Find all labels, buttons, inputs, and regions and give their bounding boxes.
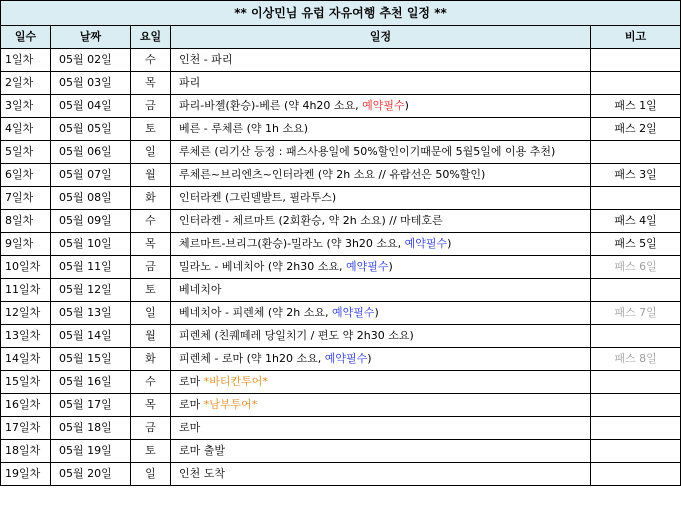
- cell-dow[interactable]: 일: [131, 302, 171, 325]
- cell-date[interactable]: 05월 13일: [51, 302, 131, 325]
- plan-text: 인천 - 파리: [179, 53, 233, 66]
- cell-day[interactable]: 2일차: [1, 72, 51, 95]
- header-plan[interactable]: 일정: [171, 26, 591, 49]
- table-row: [1, 463, 681, 486]
- plan-text: 인터라켄 - 체르마트 (2회환승, 약 2h 소요) // 마테호른: [179, 214, 443, 227]
- page-title: ** 이상민님 유럽 자유여행 추천 일정 **: [1, 1, 681, 26]
- cell-day[interactable]: 19일차: [1, 463, 51, 486]
- cell-dow[interactable]: 수: [131, 371, 171, 394]
- table-row: [1, 256, 681, 279]
- cell-plan[interactable]: [171, 348, 591, 371]
- plan-text: ): [388, 260, 393, 273]
- cell-plan[interactable]: [171, 164, 591, 187]
- cell-date[interactable]: 05월 04일: [51, 95, 131, 118]
- cell-note[interactable]: 패스 4일: [591, 210, 681, 233]
- cell-date[interactable]: 05월 09일: [51, 210, 131, 233]
- plan-text: 베른 - 루체른 (약 1h 소요): [179, 122, 309, 135]
- plan-text: ): [374, 306, 379, 319]
- plan-highlight: 예약필수: [404, 237, 448, 250]
- plan-text: 밀라노 - 베네치아 (약 2h30 소요,: [179, 260, 346, 273]
- cell-plan[interactable]: [171, 72, 591, 95]
- plan-text: ): [447, 237, 452, 250]
- table-row: [1, 348, 681, 371]
- plan-text: 베네치아 - 피렌체 (약 2h 소요,: [179, 306, 332, 319]
- plan-text: 인터라켄 (그린델발트, 필라투스): [179, 191, 337, 204]
- cell-note[interactable]: [591, 394, 681, 417]
- cell-note[interactable]: [591, 49, 681, 72]
- cell-date[interactable]: 05월 05일: [51, 118, 131, 141]
- cell-dow[interactable]: 목: [131, 394, 171, 417]
- table-row: [1, 187, 681, 210]
- cell-dow[interactable]: 토: [131, 279, 171, 302]
- table-row: [1, 233, 681, 256]
- table-row: [1, 440, 681, 463]
- cell-date[interactable]: 05월 18일: [51, 417, 131, 440]
- header-date[interactable]: 날짜: [51, 26, 131, 49]
- cell-dow[interactable]: 토: [131, 440, 171, 463]
- cell-date[interactable]: 05월 15일: [51, 348, 131, 371]
- cell-dow[interactable]: 화: [131, 348, 171, 371]
- table-row: [1, 164, 681, 187]
- plan-text: 인천 도착: [179, 467, 226, 480]
- cell-date[interactable]: 05월 08일: [51, 187, 131, 210]
- plan-text: ): [367, 352, 372, 365]
- table-row: [1, 95, 681, 118]
- plan-text: 로마: [179, 398, 204, 411]
- header-day[interactable]: 일수: [1, 26, 51, 49]
- cell-day[interactable]: 11일차: [1, 279, 51, 302]
- cell-note[interactable]: 패스 2일: [591, 118, 681, 141]
- cell-day[interactable]: 7일차: [1, 187, 51, 210]
- title-row: [1, 1, 681, 26]
- cell-day[interactable]: 9일차: [1, 233, 51, 256]
- cell-plan[interactable]: [171, 302, 591, 325]
- cell-note[interactable]: 패스 5일: [591, 233, 681, 256]
- cell-day[interactable]: 17일차: [1, 417, 51, 440]
- plan-highlight: 예약필수: [324, 352, 368, 365]
- cell-plan[interactable]: [171, 463, 591, 486]
- cell-plan[interactable]: [171, 394, 591, 417]
- cell-dow[interactable]: 화: [131, 187, 171, 210]
- cell-date[interactable]: 05월 20일: [51, 463, 131, 486]
- cell-note[interactable]: 패스 7일: [591, 302, 681, 325]
- cell-note[interactable]: 패스 1일: [591, 95, 681, 118]
- cell-day[interactable]: 13일차: [1, 325, 51, 348]
- cell-day[interactable]: 6일차: [1, 164, 51, 187]
- table-row: [1, 417, 681, 440]
- plan-text: 로마: [179, 421, 201, 434]
- cell-note[interactable]: 패스 6일: [591, 256, 681, 279]
- plan-text: 로마 출발: [179, 444, 226, 457]
- cell-note[interactable]: 패스 3일: [591, 164, 681, 187]
- cell-plan[interactable]: [171, 440, 591, 463]
- cell-plan[interactable]: [171, 325, 591, 348]
- cell-dow[interactable]: 일: [131, 463, 171, 486]
- header-row: [1, 26, 681, 49]
- table-row: [1, 49, 681, 72]
- cell-dow[interactable]: 수: [131, 210, 171, 233]
- plan-text: 체르마트-브리그(환승)-밀라노 (약 3h20 소요,: [179, 237, 405, 250]
- cell-day[interactable]: 5일차: [1, 141, 51, 164]
- cell-plan[interactable]: [171, 417, 591, 440]
- cell-day[interactable]: 14일차: [1, 348, 51, 371]
- cell-plan[interactable]: [171, 49, 591, 72]
- table-row: [1, 72, 681, 95]
- cell-date[interactable]: 05월 19일: [51, 440, 131, 463]
- plan-highlight: 예약필수: [345, 260, 389, 273]
- cell-date[interactable]: 05월 02일: [51, 49, 131, 72]
- cell-note[interactable]: 패스 8일: [591, 348, 681, 371]
- plan-highlight: 예약필수: [362, 99, 405, 112]
- header-note[interactable]: 비고: [591, 26, 681, 49]
- table-row: [1, 141, 681, 164]
- cell-day[interactable]: 15일차: [1, 371, 51, 394]
- cell-note[interactable]: [591, 279, 681, 302]
- cell-date[interactable]: 05월 16일: [51, 371, 131, 394]
- cell-plan[interactable]: [171, 371, 591, 394]
- cell-note[interactable]: [591, 371, 681, 394]
- cell-dow[interactable]: 월: [131, 325, 171, 348]
- plan-text: 파리: [179, 76, 201, 89]
- cell-dow[interactable]: 목: [131, 233, 171, 256]
- table-row: [1, 325, 681, 348]
- cell-plan[interactable]: [171, 256, 591, 279]
- cell-date[interactable]: 05월 06일: [51, 141, 131, 164]
- plan-text: 베네치아: [179, 283, 222, 296]
- plan-text: 피렌체 - 로마 (약 1h20 소요,: [179, 352, 325, 365]
- cell-dow[interactable]: 금: [131, 417, 171, 440]
- plan-text: 루체른~브리엔츠~인터라켄 (약 2h 소요 // 유람선은 50%할인): [179, 168, 486, 181]
- cell-date[interactable]: 05월 11일: [51, 256, 131, 279]
- plan-text: 피렌체 (친퀘떼레 당일치기 / 편도 약 2h30 소요): [179, 329, 414, 342]
- cell-plan[interactable]: [171, 210, 591, 233]
- plan-highlight: 예약필수: [331, 306, 375, 319]
- table-row: [1, 210, 681, 233]
- cell-plan[interactable]: [171, 95, 591, 118]
- cell-date[interactable]: 05월 10일: [51, 233, 131, 256]
- cell-note[interactable]: [591, 187, 681, 210]
- cell-note[interactable]: [591, 325, 681, 348]
- header-dow[interactable]: 요일: [131, 26, 171, 49]
- cell-date[interactable]: 05월 03일: [51, 72, 131, 95]
- plan-text: 파리-바젤(환승)-베른 (약 4h20 소요,: [179, 99, 363, 112]
- cell-day[interactable]: 8일차: [1, 210, 51, 233]
- cell-dow[interactable]: 목: [131, 72, 171, 95]
- cell-note[interactable]: [591, 141, 681, 164]
- cell-note[interactable]: [591, 463, 681, 486]
- cell-plan[interactable]: [171, 279, 591, 302]
- cell-plan[interactable]: [171, 118, 591, 141]
- table-row: [1, 394, 681, 417]
- cell-dow[interactable]: 수: [131, 49, 171, 72]
- cell-plan[interactable]: [171, 187, 591, 210]
- cell-day[interactable]: 16일차: [1, 394, 51, 417]
- cell-day[interactable]: 18일차: [1, 440, 51, 463]
- cell-day[interactable]: 3일차: [1, 95, 51, 118]
- cell-dow[interactable]: 일: [131, 141, 171, 164]
- cell-date[interactable]: 05월 14일: [51, 325, 131, 348]
- cell-day[interactable]: 1일차: [1, 49, 51, 72]
- cell-dow[interactable]: 월: [131, 164, 171, 187]
- cell-plan[interactable]: [171, 141, 591, 164]
- cell-date[interactable]: 05월 17일: [51, 394, 131, 417]
- cell-note[interactable]: [591, 417, 681, 440]
- table-row: [1, 118, 681, 141]
- cell-day[interactable]: 4일차: [1, 118, 51, 141]
- plan-text: ): [404, 99, 409, 112]
- table-row: [1, 302, 681, 325]
- cell-day[interactable]: 10일차: [1, 256, 51, 279]
- cell-date[interactable]: 05월 07일: [51, 164, 131, 187]
- cell-dow[interactable]: 금: [131, 256, 171, 279]
- plan-highlight: *남부투어*: [203, 398, 258, 411]
- plan-highlight: *바티칸투어*: [203, 375, 268, 388]
- cell-dow[interactable]: 금: [131, 95, 171, 118]
- cell-dow[interactable]: 토: [131, 118, 171, 141]
- table-row: [1, 279, 681, 302]
- plan-text: 로마: [179, 375, 204, 388]
- cell-note[interactable]: [591, 440, 681, 463]
- table-row: [1, 371, 681, 394]
- cell-day[interactable]: 12일차: [1, 302, 51, 325]
- cell-date[interactable]: 05월 12일: [51, 279, 131, 302]
- plan-text: 루체른 (리기산 등정 : 패스사용일에 50%할인이기때문에 5월5일에 이용 추천): [179, 145, 556, 158]
- cell-note[interactable]: [591, 72, 681, 95]
- cell-plan[interactable]: [171, 233, 591, 256]
